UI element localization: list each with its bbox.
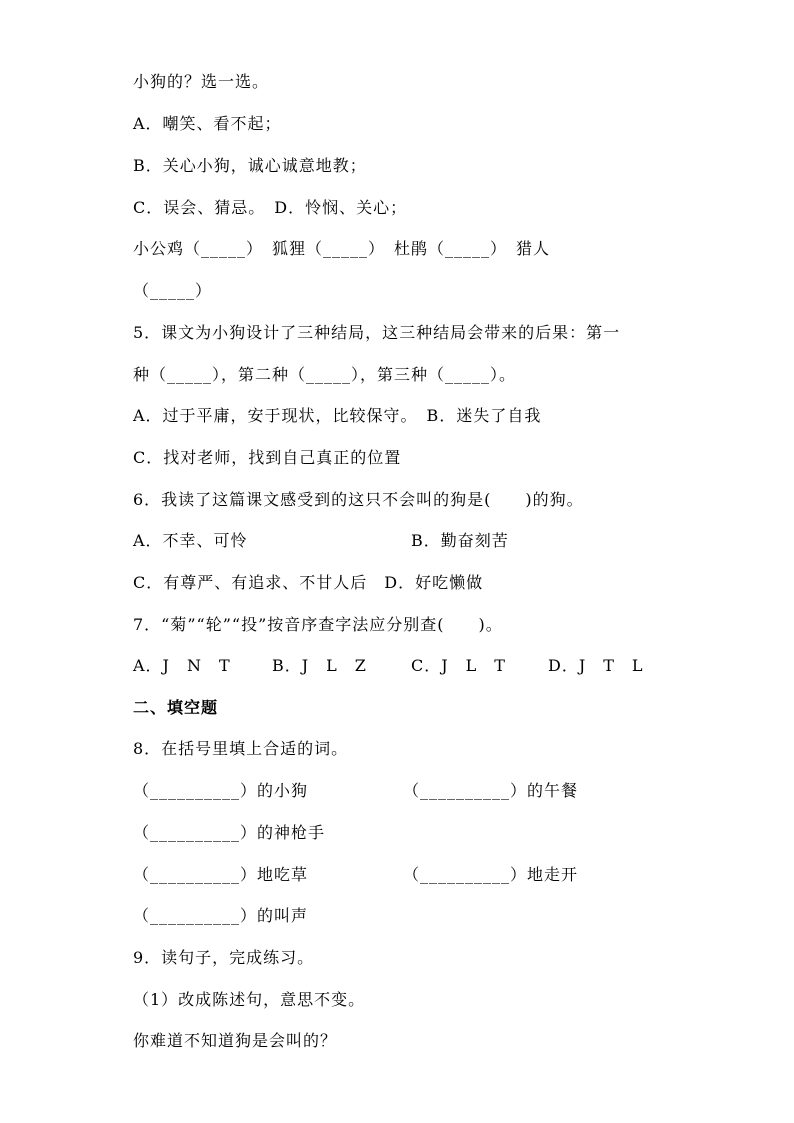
q7-option-c: C．J L T: [411, 656, 506, 675]
q8-blank-6: （__________）的叫声: [133, 906, 309, 925]
q5-option-a-b: A．过于平庸，安于现状，比较保守。 B．迷失了自我: [133, 406, 542, 425]
option-b: B．关心小狗，诚心诚意地教；: [133, 156, 367, 175]
q6-option-b: B．勤奋刻苦: [411, 531, 509, 550]
q8-blank-1: （__________）的小狗: [133, 781, 309, 800]
q9-sub-1: （1）改成陈述句，意思不变。: [133, 990, 366, 1009]
question-7: 7．“菊”“轮”“投”按音序查字法应分别查( )。: [133, 615, 503, 634]
q6-option-c-d: C．有尊严、有追求、不甘人后 D．好吃懒做: [133, 573, 484, 592]
q8-blank-2: （__________）的午餐: [403, 781, 579, 800]
q9-sentence: 你难道不知道狗是会叫的？: [133, 1031, 338, 1050]
q5-option-c: C．找对老师，找到自己真正的位置: [133, 448, 402, 467]
option-c-d: C．误会、猜忌。 D．怜悯、关心；: [133, 198, 408, 217]
q8-blank-5: （__________）地走开: [403, 865, 579, 884]
question-6: 6．我读了这篇课文感受到的这只不会叫的狗是( )的狗。: [133, 490, 584, 509]
answer-blanks-line: 小公鸡（_____） 狐狸（_____） 杜鹃（_____） 猎人: [133, 239, 551, 258]
q8-blank-3: （__________）的神枪手: [133, 823, 326, 842]
q7-option-d: D．J T L: [548, 656, 644, 675]
q7-option-b: B．J L Z: [272, 656, 367, 675]
section-heading: 二、填空题: [133, 698, 219, 717]
q8-blank-4: （__________）地吃草: [133, 865, 309, 884]
question-4-tail: 小狗的？选一选。: [133, 72, 270, 91]
question-8: 8．在括号里填上合适的词。: [133, 739, 349, 758]
question-5-blanks: 种（_____），第二种（_____），第三种（_____）。: [133, 365, 517, 384]
question-9: 9．读句子，完成练习。: [133, 948, 315, 967]
q7-option-a: A．J N T: [133, 656, 231, 675]
answer-blank-hunter: （_____）: [133, 281, 213, 300]
option-a: A．嘲笑、看不起；: [133, 114, 282, 133]
q6-option-a: A．不幸、可怜: [133, 531, 248, 550]
question-5: 5．课文为小狗设计了三种结局，这三种结局会带来的后果：第一: [133, 323, 621, 342]
